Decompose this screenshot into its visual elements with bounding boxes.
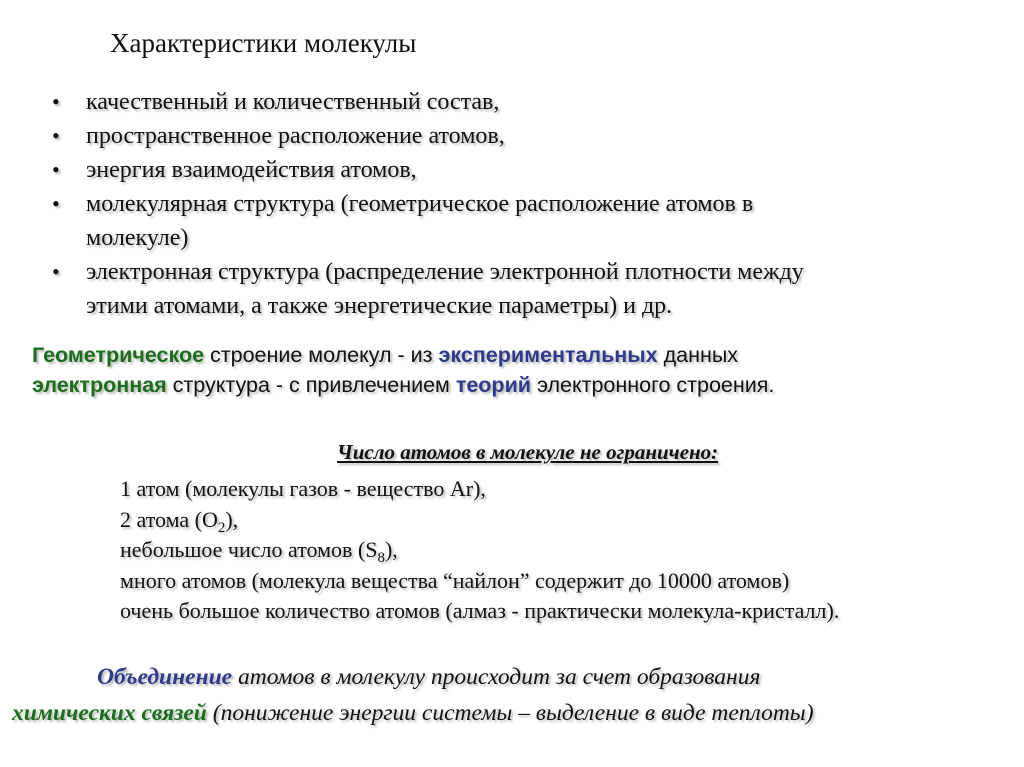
atom-count-line: очень большое количество атомов (алмаз - практически молекула-кристалл). (120, 598, 840, 623)
union-term: Объединение (97, 664, 233, 690)
conclusion-line-2-rest: (понижение энергии системы – выделение в виде теплоты) (206, 700, 814, 726)
atom-count-text: небольшое число атомов (S (120, 537, 378, 562)
list-item (50, 187, 980, 255)
atom-count-line (120, 505, 839, 536)
list-item (50, 119, 980, 153)
bullet-marker: • (52, 191, 60, 216)
bullet-marker: • (52, 89, 60, 114)
electronic-term: электронная (32, 373, 167, 397)
atom-count-line: много атомов (молекула вещества “найлон” содержит до 10000 атомов) (120, 567, 790, 593)
electronic-middle: структура - с привлечением (166, 373, 456, 397)
conclusion-line-1-rest: атомов в молекулу происходит за счет образования (232, 664, 761, 690)
geometry-term: Геометрическое (32, 343, 205, 367)
bullet-marker: • (52, 123, 60, 148)
list-item-text: пространственное расположение атомов, (86, 123, 505, 149)
conclusion-line-1 (97, 660, 760, 695)
bullet-marker: • (52, 259, 60, 284)
chemical-bonds-term: химических связей (12, 700, 207, 726)
bullet-marker: • (52, 157, 60, 182)
atom-count-heading: Число атомов в молекуле не ограничено: (337, 440, 719, 464)
atom-count-text-end: ), (384, 537, 398, 562)
list-item-text: молекулярная структура (геометрическое расположение атомов в (86, 191, 754, 217)
subscript: 2 (217, 519, 226, 536)
conclusion-line-2 (12, 696, 814, 731)
list-item-text-continued: этими атомами, а также энергетические параметры) и др. (86, 293, 673, 319)
list-item-text: качественный и количественный состав, (86, 89, 500, 115)
atom-count-line: 1 атом (молекулы газов - вещество Ar), (120, 476, 486, 501)
subscript: 8 (377, 550, 385, 566)
list-item-text-continued: молекуле) (86, 225, 189, 251)
list-item (50, 255, 980, 323)
list-item-text: электронная структура (распределение электронной плотности между (86, 259, 804, 285)
atom-count-text: 2 атома (O (120, 506, 218, 532)
geometry-method-line (32, 340, 774, 370)
list-item (50, 153, 980, 187)
atom-count-line (120, 535, 839, 566)
electronic-end: электронного строения. (531, 373, 775, 397)
experimental-term: экспериментальных (438, 343, 658, 367)
electronic-method-line (32, 370, 774, 400)
slide-title: Характеристики молекулы (110, 28, 417, 58)
study-methods (32, 340, 774, 400)
geometry-end: данных (657, 343, 739, 367)
list-item (50, 85, 980, 119)
geometry-middle: строение молекул - из (204, 343, 439, 367)
atom-count-list (120, 474, 839, 627)
theory-term: теорий (455, 373, 531, 397)
characteristics-list (50, 85, 980, 323)
list-item-text: энергия взаимодействия атомов, (86, 157, 417, 183)
atom-count-text-end: ), (225, 506, 239, 532)
